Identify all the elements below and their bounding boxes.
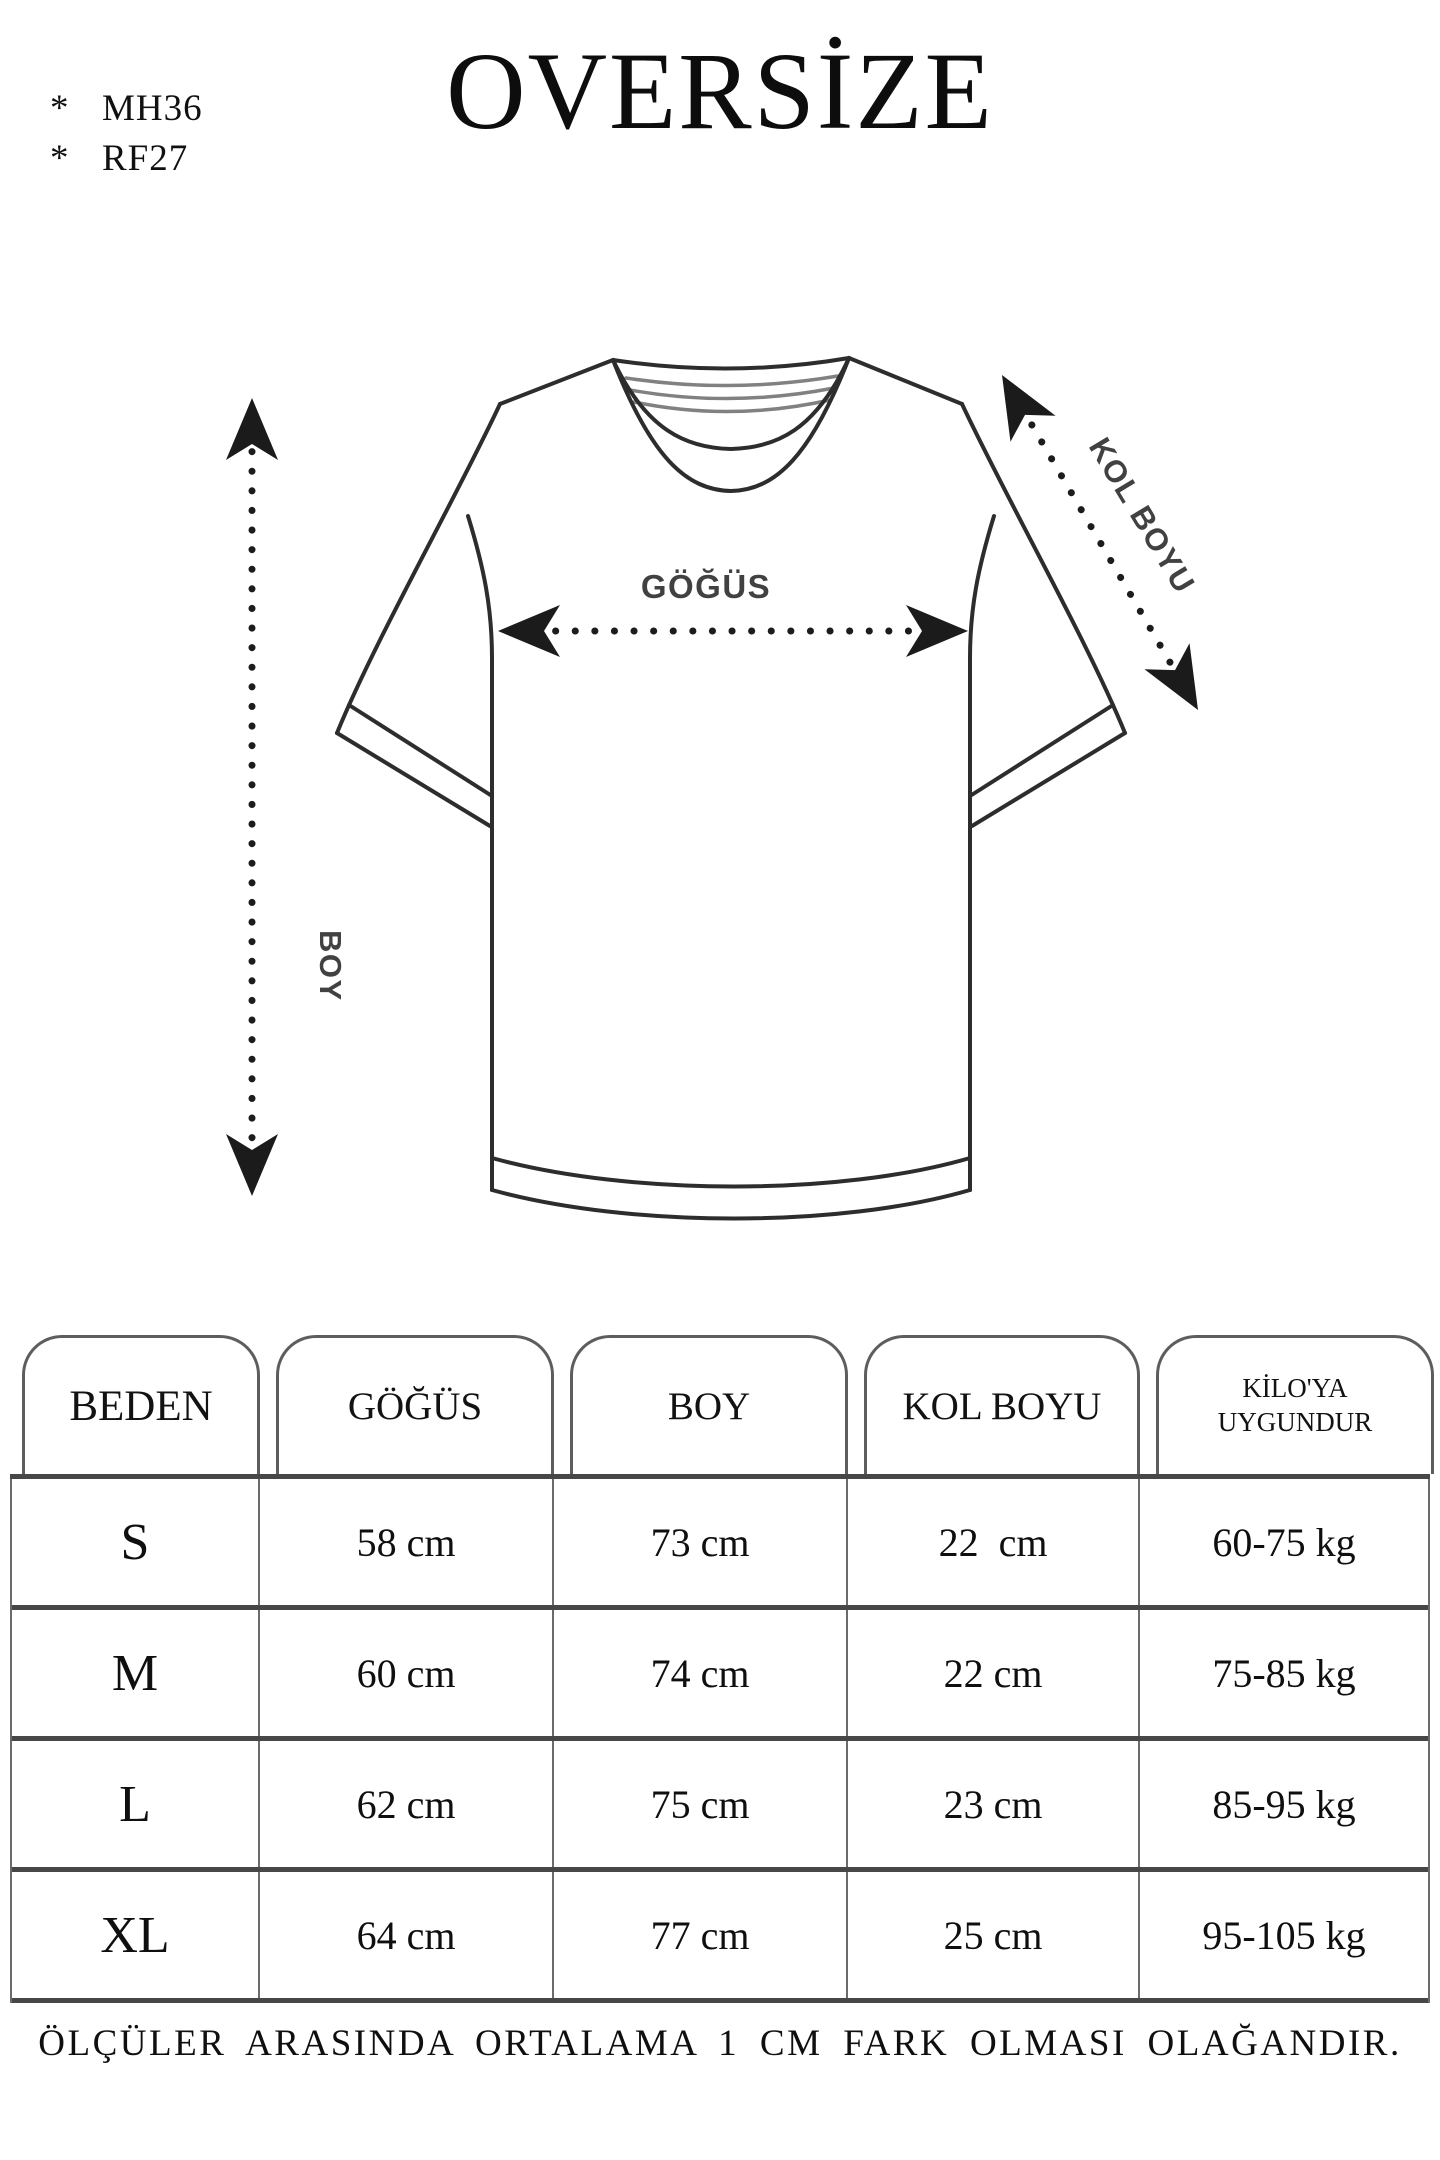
table-row-l <box>12 1741 1428 1872</box>
header-cell-gogus <box>276 1335 554 1474</box>
arrowhead-left-icon <box>498 605 560 657</box>
chest-cell: 62 cm <box>260 1741 554 1867</box>
column-header-label: BEDEN <box>69 1382 213 1430</box>
product-code: RF27 <box>102 138 189 179</box>
sleeve-cell: 22 cm <box>848 1479 1140 1605</box>
hem-lower-line <box>492 1190 970 1219</box>
header-cell-beden <box>22 1335 260 1474</box>
weight-cell: 85-95 kg <box>1212 1781 1356 1827</box>
arrowhead-up-left-icon <box>979 362 1055 442</box>
collar-rib-stripe <box>626 376 838 386</box>
table-row-m <box>12 1610 1428 1741</box>
size-table <box>10 1335 1430 2003</box>
sleeve-arrow <box>979 362 1220 723</box>
chest-cell: 58 cm <box>260 1479 554 1605</box>
length-cell: 74 cm <box>554 1610 848 1736</box>
length-arrow <box>226 398 348 1196</box>
table-row-s <box>12 1479 1428 1610</box>
right-shoulder-seam <box>849 358 962 404</box>
left-sleeve-outer <box>337 404 500 733</box>
collar-rib-stripe <box>634 400 830 412</box>
arrowhead-down-icon <box>226 1134 278 1196</box>
length-cell: 75 cm <box>554 1741 848 1867</box>
left-shoulder-seam <box>500 360 613 404</box>
sleeve-cell: 23 cm <box>848 1741 1140 1867</box>
length-cell: 77 cm <box>554 1872 848 1998</box>
size-cell: M <box>12 1610 260 1736</box>
collar-back-top <box>613 358 849 369</box>
column-header-label: BOY <box>667 1384 751 1428</box>
arrowhead-right-icon <box>906 605 968 657</box>
size-cell: XL <box>12 1872 260 1998</box>
column-header-label: GÖĞÜS <box>347 1384 483 1428</box>
hem-upper-line <box>492 1158 970 1187</box>
collar-rib-stripe <box>630 388 834 399</box>
weight-cell: 95-105 kg <box>1202 1912 1366 1958</box>
sleeve-label: KOL BOYU <box>1081 431 1203 600</box>
size-cell: S <box>12 1479 260 1605</box>
length-label: BOY <box>313 930 348 1002</box>
column-header-label: KİLO'YA UYGUNDUR <box>1217 1373 1373 1437</box>
arrowhead-down-right-icon <box>1144 643 1220 723</box>
chest-arrow <box>498 568 968 657</box>
asterisk-mark: * <box>50 88 70 129</box>
page-title: OVERSİZE <box>446 30 994 152</box>
table-row-xl <box>12 1872 1428 2003</box>
weight-cell: 75-85 kg <box>1212 1650 1356 1696</box>
right-armhole-seam <box>970 516 994 658</box>
measurement-disclaimer: ÖLÇÜLER ARASINDA ORTALAMA 1 CM FARK OLMASI OLAĞANDIR. <box>38 2023 1402 2064</box>
tshirt-outline <box>337 358 1125 1219</box>
header-cell-kol-boyu <box>864 1335 1140 1474</box>
header-cell-kiloya-uygundur <box>1156 1335 1434 1474</box>
size-table-header <box>10 1335 1430 1474</box>
sleeve-cell: 22 cm <box>848 1610 1140 1736</box>
weight-cell: 60-75 kg <box>1212 1519 1356 1565</box>
chest-cell: 64 cm <box>260 1872 554 1998</box>
left-armhole-seam <box>468 516 492 658</box>
size-cell: L <box>12 1741 260 1867</box>
chest-label: GÖĞÜS <box>640 568 772 605</box>
sleeve-cell: 25 cm <box>848 1872 1140 1998</box>
chest-cell: 60 cm <box>260 1610 554 1736</box>
size-table-body <box>10 1479 1430 2003</box>
asterisk-mark: * <box>50 138 70 179</box>
column-header-label: KOL BOYU <box>902 1384 1102 1428</box>
length-cell: 73 cm <box>554 1479 848 1605</box>
product-code: MH36 <box>102 88 203 129</box>
header-cell-boy <box>570 1335 848 1474</box>
